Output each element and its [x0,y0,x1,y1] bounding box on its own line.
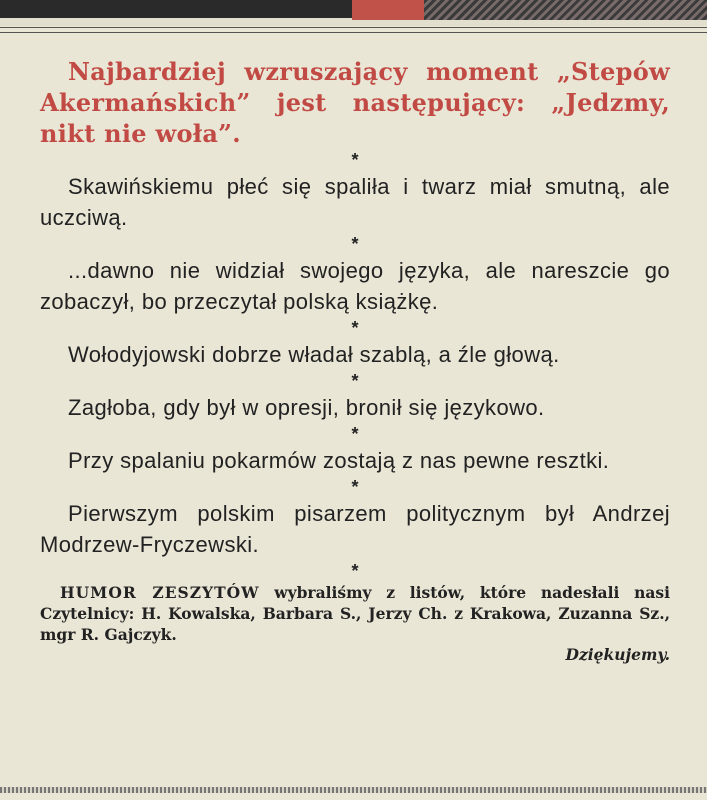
top-strip-dark-band [0,0,352,18]
separator-star: * [351,150,359,170]
top-decorative-strip [0,0,707,26]
separator-star: * [351,424,359,444]
top-strip-red-band [352,0,424,20]
anecdote-item: Pierwszym polskim pisarzem politycznym był Andrzej Modrzew-Fryczewski. [40,501,670,557]
headline: Najbardziej wzruszający moment „Stepów Akermańskich” jest następujący: „Jedzmy, nikt nie woła”. [40,57,670,148]
article [40,44,670,665]
separator-star: * [351,234,359,254]
separator-star: * [351,371,359,391]
separator-star: * [351,477,359,497]
anecdote-item: Przy spalaniu pokarmów zostają z nas pewne resztki. [68,448,610,473]
credits-label: HUMOR ZESZYTÓW [60,583,260,602]
top-strip-hatched-band [424,0,707,20]
anecdote-item: Skawińskiemu płeć się spaliła i twarz miał smutną, ale uczciwą. [40,174,670,230]
anecdote-item: Zagłoba, gdy był w opresji, bronił się językowo. [68,395,545,420]
separator-star: * [351,318,359,338]
separator-star: * [351,561,359,581]
top-rule [0,27,707,33]
credits-text: wybraliśmy z listów, które nadesłali nasi Czytelnicy: H. Kowalska, Barbara S., Jerzy Ch. z Krakowa, Zuzanna Sz., mgr R. Gajczyk. [40,583,670,644]
bottom-rule [0,787,707,793]
credits-paragraph [40,582,670,645]
thanks-signoff: Dziękujemy. [565,645,670,664]
anecdote-item: ...dawno nie widział swojego języka, ale nareszcie go zobaczył, bo przeczytał polską książkę. [40,258,670,314]
anecdote-item: Wołodyjowski dobrze władał szablą, a źle głową. [68,342,560,367]
